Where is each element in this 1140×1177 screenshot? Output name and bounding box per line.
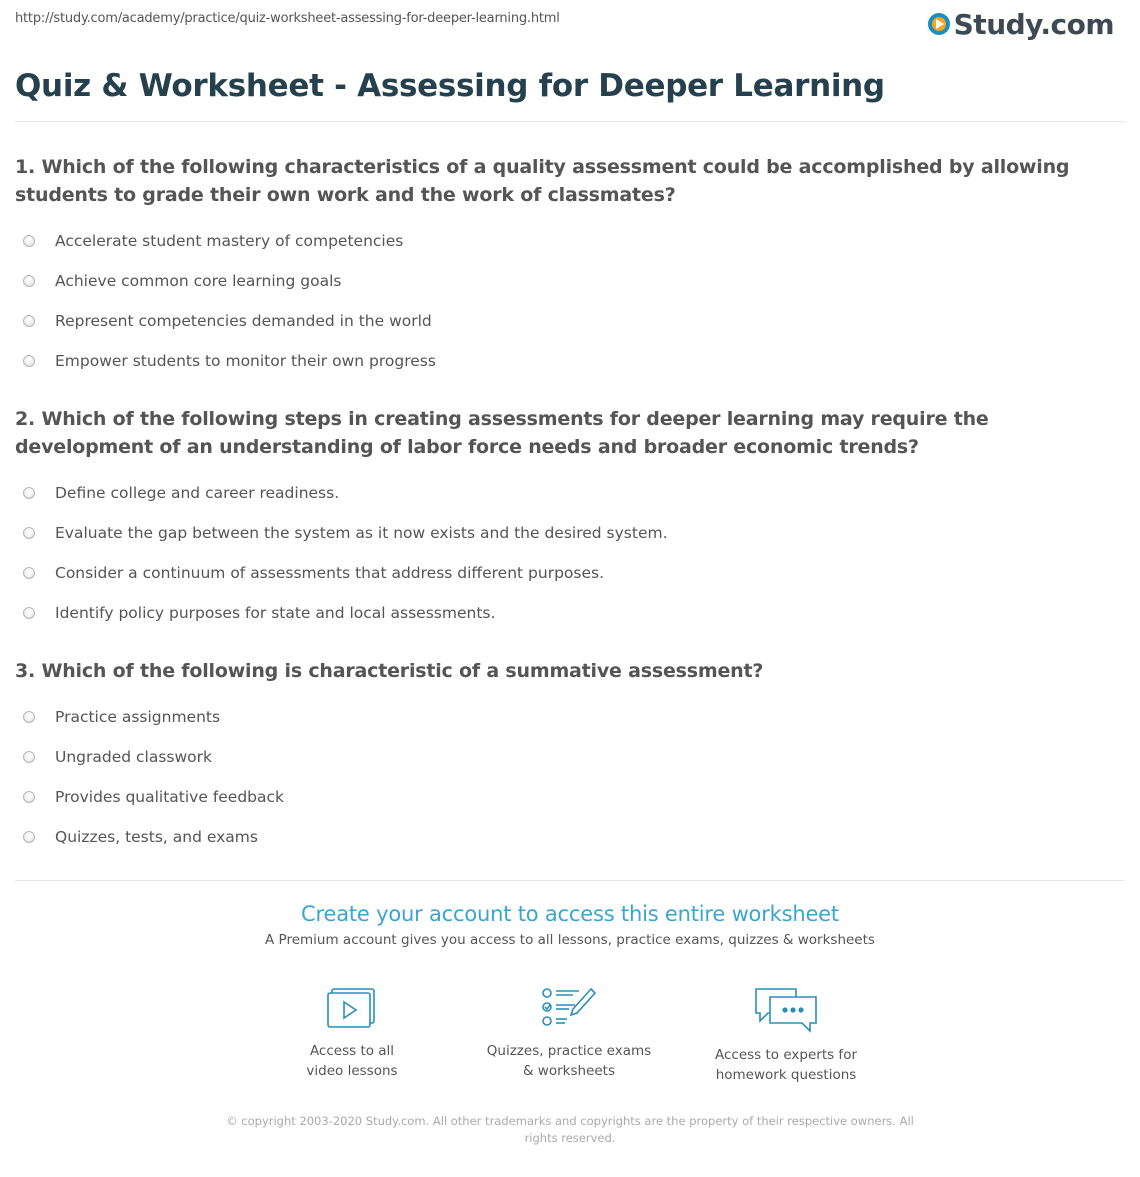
answer-list bbox=[15, 473, 1120, 633]
radio-button-icon[interactable] bbox=[23, 567, 35, 579]
answer-label: Practice assignments bbox=[55, 708, 221, 726]
premium-features bbox=[0, 985, 1140, 1095]
video-lessons-icon bbox=[326, 985, 378, 1031]
question-text: 3. Which of the following is characteristic of a summative assessment? bbox=[15, 660, 764, 682]
answer-label: Quizzes, tests, and exams bbox=[55, 828, 258, 846]
logo-text: Study.com bbox=[953, 7, 1114, 41]
quiz-checklist-icon bbox=[541, 985, 597, 1031]
feature-label: Access to experts for homework questions bbox=[714, 1047, 857, 1083]
divider bbox=[15, 880, 1125, 881]
logo-play-icon bbox=[928, 13, 950, 35]
question-text: 1. Which of the following characteristics of a quality assessment could be accomplished by allowing students to grade their own work and the work of classmates? bbox=[15, 156, 1070, 206]
answer-option[interactable] bbox=[15, 221, 1120, 261]
answer-option[interactable] bbox=[15, 737, 1120, 777]
radio-button-icon[interactable] bbox=[23, 275, 35, 287]
copyright-footer: © copyright 2003-2020 Study.com. All other trademarks and copyrights are the property of their respective owners. All rights reserved. bbox=[226, 1114, 914, 1145]
page-url: http://study.com/academy/practice/quiz-worksheet-assessing-for-deeper-learning.html bbox=[15, 11, 560, 26]
answer-label: Consider a continuum of assessments that address different purposes. bbox=[55, 564, 605, 582]
answer-option[interactable] bbox=[15, 593, 1120, 633]
radio-button-icon[interactable] bbox=[23, 487, 35, 499]
question-3 bbox=[15, 657, 1120, 857]
question-1 bbox=[15, 153, 1120, 381]
answer-option[interactable] bbox=[15, 301, 1120, 341]
answer-label: Define college and career readiness. bbox=[55, 484, 340, 502]
radio-button-icon[interactable] bbox=[23, 527, 35, 539]
radio-button-icon[interactable] bbox=[23, 831, 35, 843]
page-title: Quiz & Worksheet - Assessing for Deeper Learning bbox=[15, 68, 885, 104]
feature-label: Access to all video lessons bbox=[306, 1043, 398, 1079]
answer-option[interactable] bbox=[15, 473, 1120, 513]
answer-option[interactable] bbox=[15, 697, 1120, 737]
answer-label: Identify policy purposes for state and local assessments. bbox=[55, 604, 496, 622]
answer-option[interactable] bbox=[15, 817, 1120, 857]
radio-button-icon[interactable] bbox=[23, 751, 35, 763]
answer-label: Achieve common core learning goals bbox=[55, 272, 342, 290]
answer-option[interactable] bbox=[15, 261, 1120, 301]
answer-label: Empower students to monitor their own progress bbox=[55, 352, 436, 370]
chat-bubbles-icon bbox=[754, 985, 818, 1035]
feature-video-lessons bbox=[252, 985, 452, 1081]
cta-title-link[interactable]: Create your account to access this entire worksheet bbox=[301, 902, 839, 926]
radio-button-icon[interactable] bbox=[23, 235, 35, 247]
answer-list bbox=[15, 221, 1120, 381]
answer-option[interactable] bbox=[15, 341, 1120, 381]
answer-list bbox=[15, 697, 1120, 857]
answer-label: Accelerate student mastery of competencies bbox=[55, 232, 404, 250]
radio-button-icon[interactable] bbox=[23, 791, 35, 803]
question-2 bbox=[15, 405, 1120, 633]
divider bbox=[15, 121, 1125, 122]
answer-option[interactable] bbox=[15, 553, 1120, 593]
answer-label: Provides qualitative feedback bbox=[55, 788, 285, 806]
radio-button-icon[interactable] bbox=[23, 355, 35, 367]
radio-button-icon[interactable] bbox=[23, 315, 35, 327]
answer-option[interactable] bbox=[15, 513, 1120, 553]
answer-label: Evaluate the gap between the system as it now exists and the desired system. bbox=[55, 524, 668, 542]
feature-quizzes bbox=[469, 985, 669, 1081]
radio-button-icon[interactable] bbox=[23, 607, 35, 619]
answer-option[interactable] bbox=[15, 777, 1120, 817]
answer-label: Ungraded classwork bbox=[55, 748, 213, 766]
feature-label: Quizzes, practice exams & worksheets bbox=[486, 1043, 652, 1079]
radio-button-icon[interactable] bbox=[23, 711, 35, 723]
cta-subtitle: A Premium account gives you access to all lessons, practice exams, quizzes & worksheets bbox=[265, 932, 875, 948]
study-com-logo[interactable] bbox=[928, 6, 1114, 42]
answer-label: Represent competencies demanded in the world bbox=[55, 312, 432, 330]
signup-cta bbox=[0, 902, 1140, 948]
feature-experts bbox=[686, 985, 886, 1085]
question-text: 2. Which of the following steps in creating assessments for deeper learning may require the development of an understanding of labor force needs and broader economic trends? bbox=[15, 408, 989, 458]
